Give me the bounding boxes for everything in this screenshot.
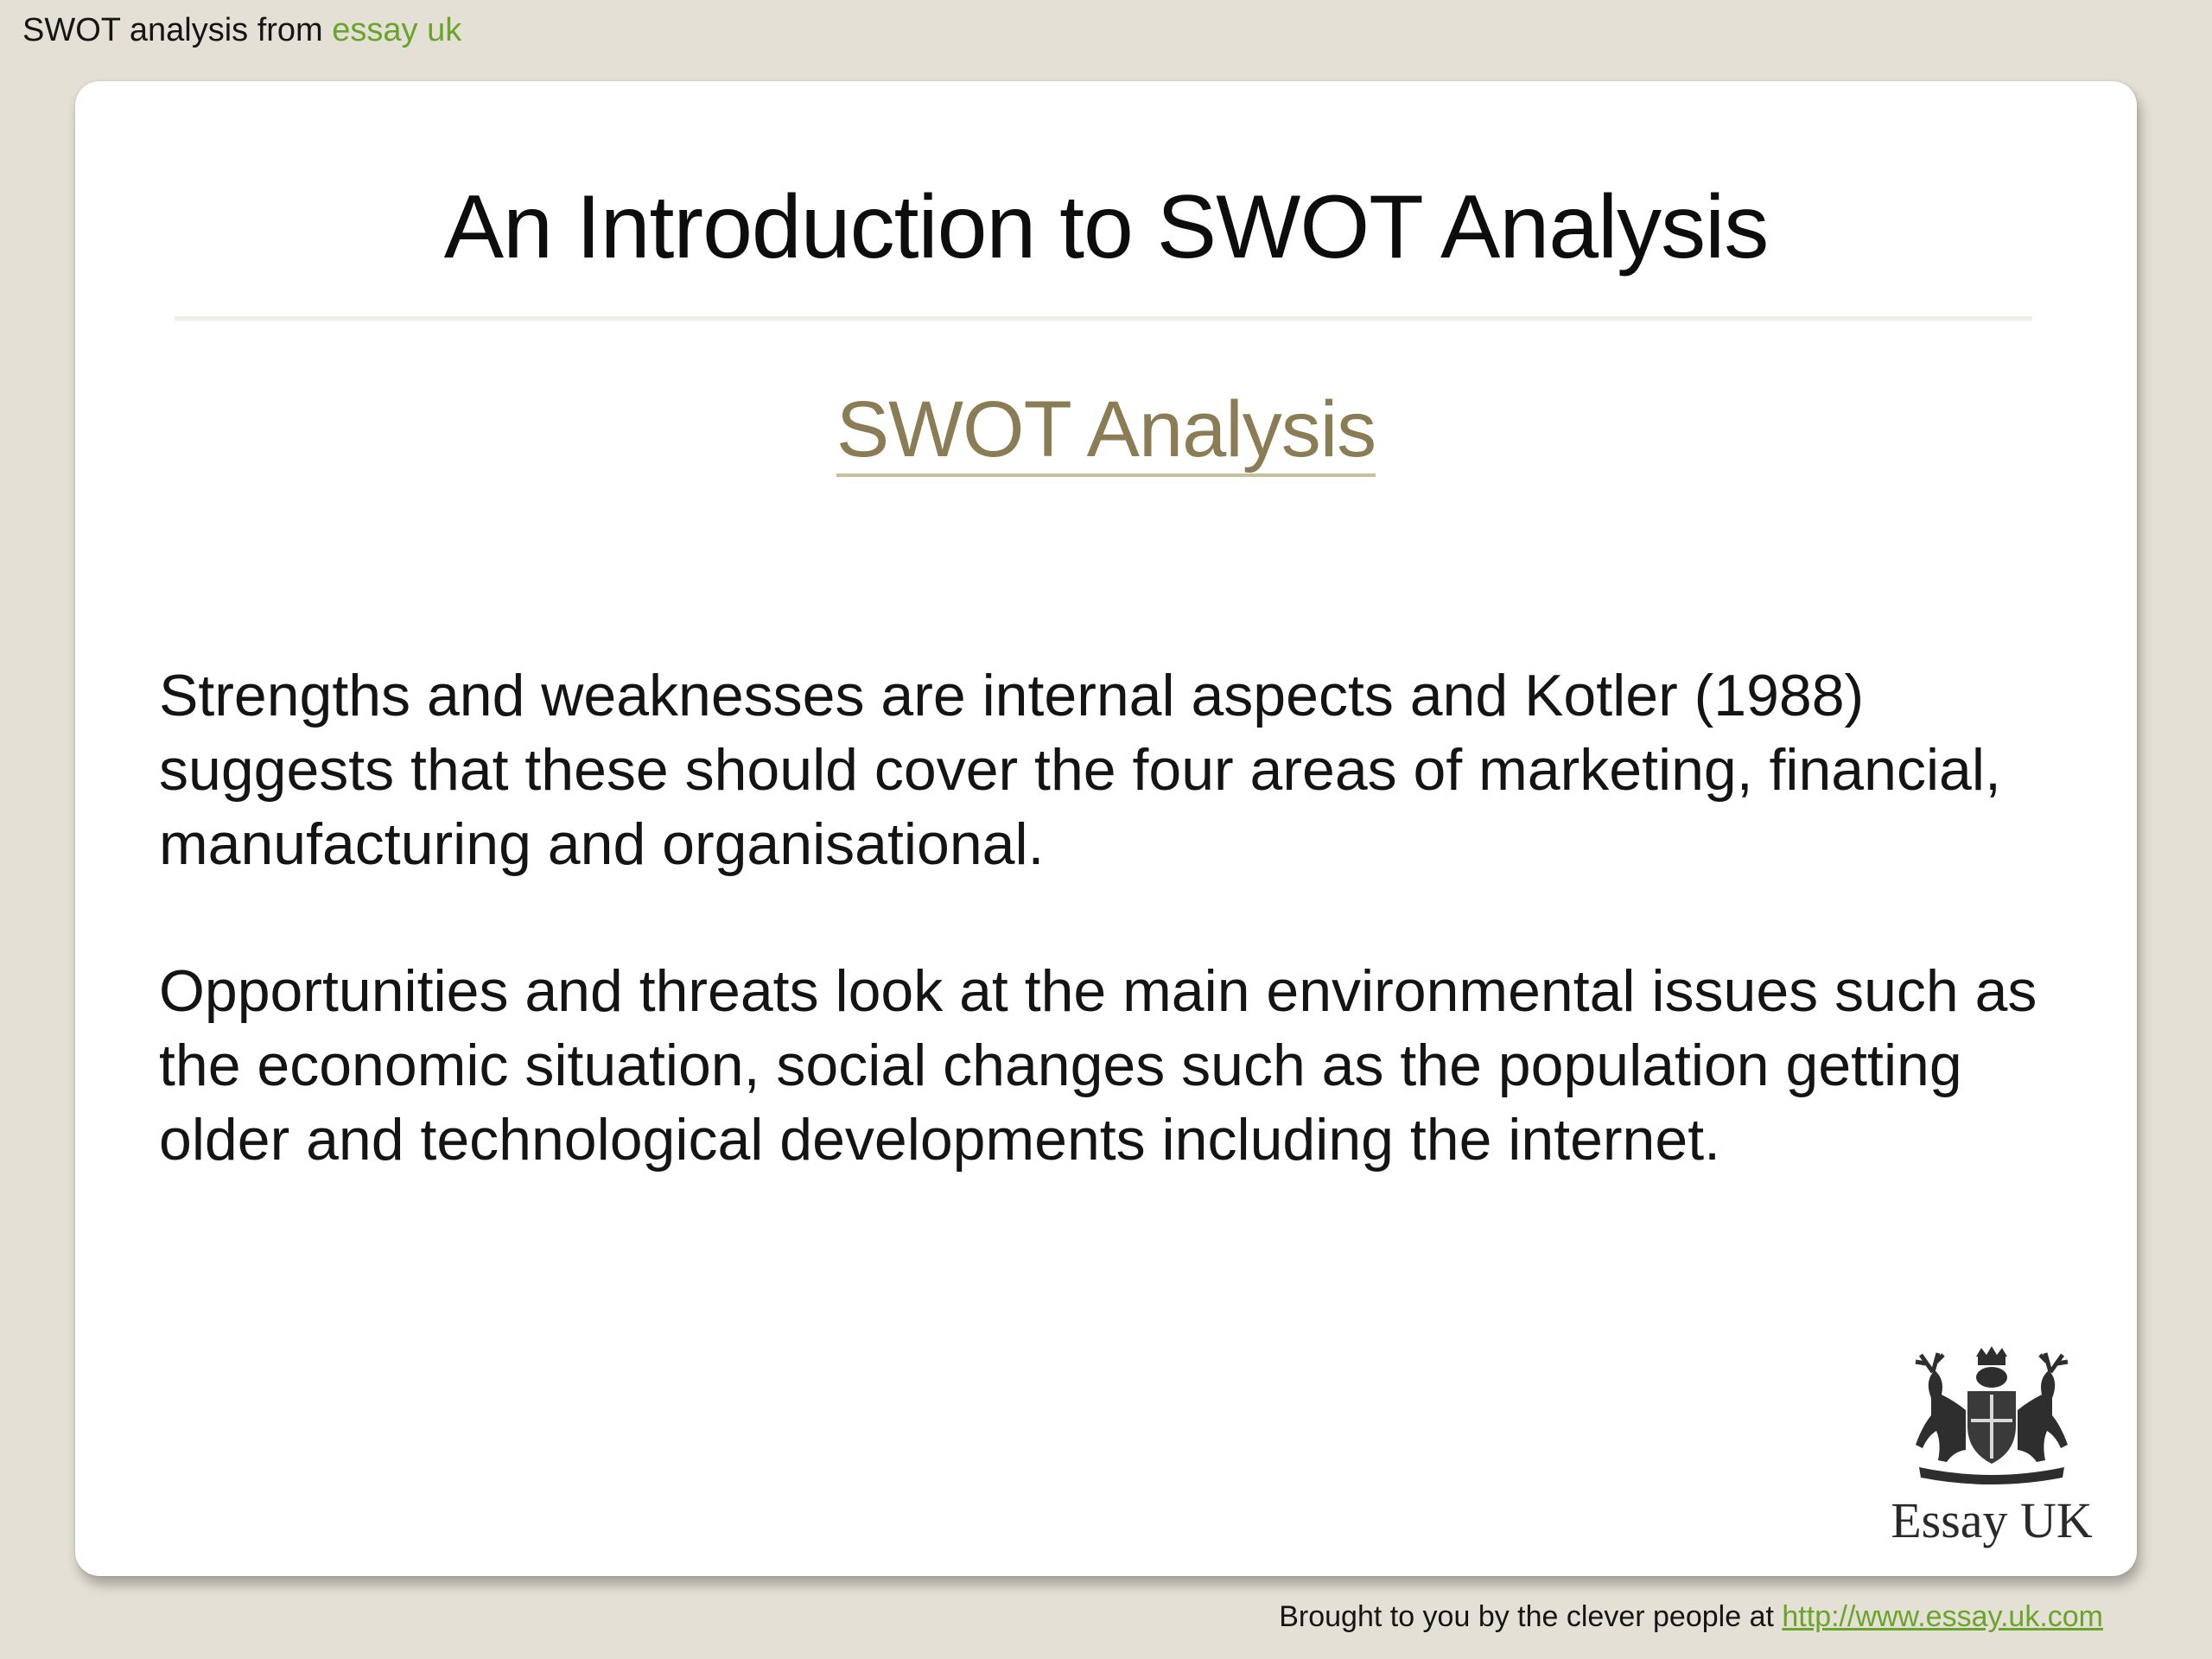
subtitle-container — [75, 385, 2137, 477]
slide-subtitle: SWOT Analysis — [836, 388, 1376, 477]
caption-prefix: SWOT analysis from — [22, 12, 323, 48]
title-divider — [175, 316, 2032, 321]
slide-card — [75, 81, 2137, 1576]
essay-uk-logo — [1881, 1346, 2102, 1548]
essay-uk-link[interactable]: essay uk — [332, 12, 462, 48]
coat-of-arms-icon — [1881, 1346, 2102, 1489]
logo-text: Essay UK — [1891, 1492, 2093, 1548]
footer-credit — [1279, 1600, 2103, 1634]
footer-link[interactable]: http://www.essay.uk.com — [1782, 1600, 2103, 1633]
paragraph-strengths-weaknesses: Strengths and weaknesses are internal aspects and Kotler (1988) suggests that these should cover the four areas of marketing, financial, manufacturing and organisational. — [159, 663, 2001, 877]
slide-title: An Introduction to SWOT Analysis — [443, 177, 1769, 277]
top-caption — [22, 12, 461, 49]
footer-prefix: Brought to you by the clever people at — [1279, 1600, 1774, 1633]
paragraph-opportunities-threats: Opportunities and threats look at the main environmental issues such as the economic situation, social changes such as the population getting older and technological developments including the internet. — [159, 958, 2037, 1173]
